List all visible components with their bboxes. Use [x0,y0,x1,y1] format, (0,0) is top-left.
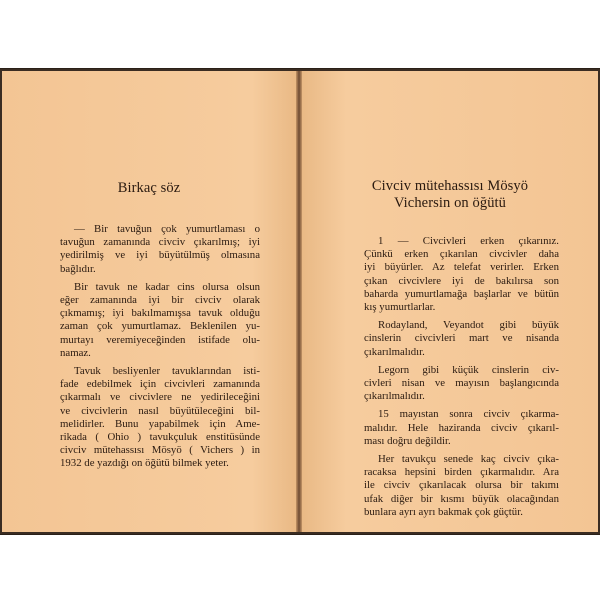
text-line: zaman çok yumurtlamaz. Beklenilen yu- [60,320,260,333]
right-heading-line: Vichersin on öğütü [393,195,507,211]
text-line: ve civcivlerin nasıl büyütüleceğini bil- [60,404,260,417]
paragraph [364,235,559,314]
paragraph [60,281,260,360]
text-line: cinslerin civcivleri mart ve nisanda [364,332,559,345]
text-line: Çünkü erken çıkarılan civcivler daha [364,248,559,261]
text-line: Her tavukçu senede kaç civciv çıka- [378,453,559,466]
right-heading-line: Civciv mütehassısı Mösyö [371,178,529,194]
text-line: ması doğru değildir. [364,434,451,447]
text-line: eğer zamanında iyi bir civciv olarak [60,294,260,307]
text-line: çıkarılmalıdır. [364,390,425,403]
text-line: çıkarılmalıdır. [364,345,425,358]
right-page-heading [302,178,598,212]
paragraph [364,453,559,519]
left-page [2,71,296,532]
text-line: 1932 de yazdığı on öğütü bilmek yeter. [60,457,229,470]
text-line: iyi büyürler. Az telefat verirler. Erken [364,261,559,274]
right-page-body [364,235,559,524]
text-line: 1 — Civcivleri erken çıkarınız. [378,235,559,247]
text-line: racaksa hepsini birden çıkarmalıdır. Ara [364,466,559,479]
text-line: civciv mütehassısı Mösyö ( Vichers ) in [60,444,260,457]
text-line: ufak diğer bir kısmı büyük olacağından [364,492,559,505]
text-line: rikada ( Ohio ) tavukçuluk enstitüsünde [60,431,260,444]
text-line: civleri nisan ve mayısın başlangıcında [364,377,559,390]
text-line: Bir tavuk ne kadar cins olursa olsun [74,280,260,293]
paragraph [60,223,260,276]
text-line: çıkmamış; iyi bakılmamışsa tavuk olduğu [60,307,260,320]
book-spread [0,68,600,535]
text-line: çıkarmalı ve civcivlere ne yedirileceğini [60,391,260,404]
paragraph [60,365,260,471]
text-line: tavuğun zamanında civciv çıkarılmış; iyi [60,236,260,249]
text-line: baharda yumurtlamağa başlarlar ve bütün [364,287,559,300]
text-line: Legorn gibi küçük cinslerin civ- [378,363,559,376]
text-line: melidirler. Bunu yapabilmek için Ame- [60,417,260,430]
text-line: ile civciv çıkarılacak olursa bir takımı [364,479,559,492]
text-line: çıkan civcivlere iyi de bakılırsa son [364,274,559,287]
paragraph [364,364,559,404]
left-page-body [60,223,260,476]
text-line: — Bir tavuğun çok yumurtlaması o [74,223,260,235]
text-line: namaz. [60,346,91,359]
paragraph [364,408,559,448]
right-page [302,71,598,532]
text-line: fade edebilmek için civcivleri zamanında [60,378,260,391]
text-line: Tavuk besliyenler tavuklarından isti- [74,365,260,378]
text-line: murtayı veremiyeceğinden istifade olu- [60,333,260,346]
text-line: bağlıdır. [60,262,96,275]
paragraph [364,319,559,359]
text-line: 15 mayıstan sonra civciv çıkarma- [378,408,559,421]
text-line: yedirilmiş ve iyi büyütülmüş olmasına [60,249,260,262]
left-page-heading: Birkaç söz [117,180,181,196]
text-line: bunlara ayrı ayrı bakmak çok güçtür. [364,505,523,518]
text-line: kış yumurtlarlar. [364,301,436,314]
text-line: malıdır. Hele haziranda civciv çıkarıl- [364,421,559,434]
text-line: Rodayland, Veyandot gibi büyük [378,319,559,332]
